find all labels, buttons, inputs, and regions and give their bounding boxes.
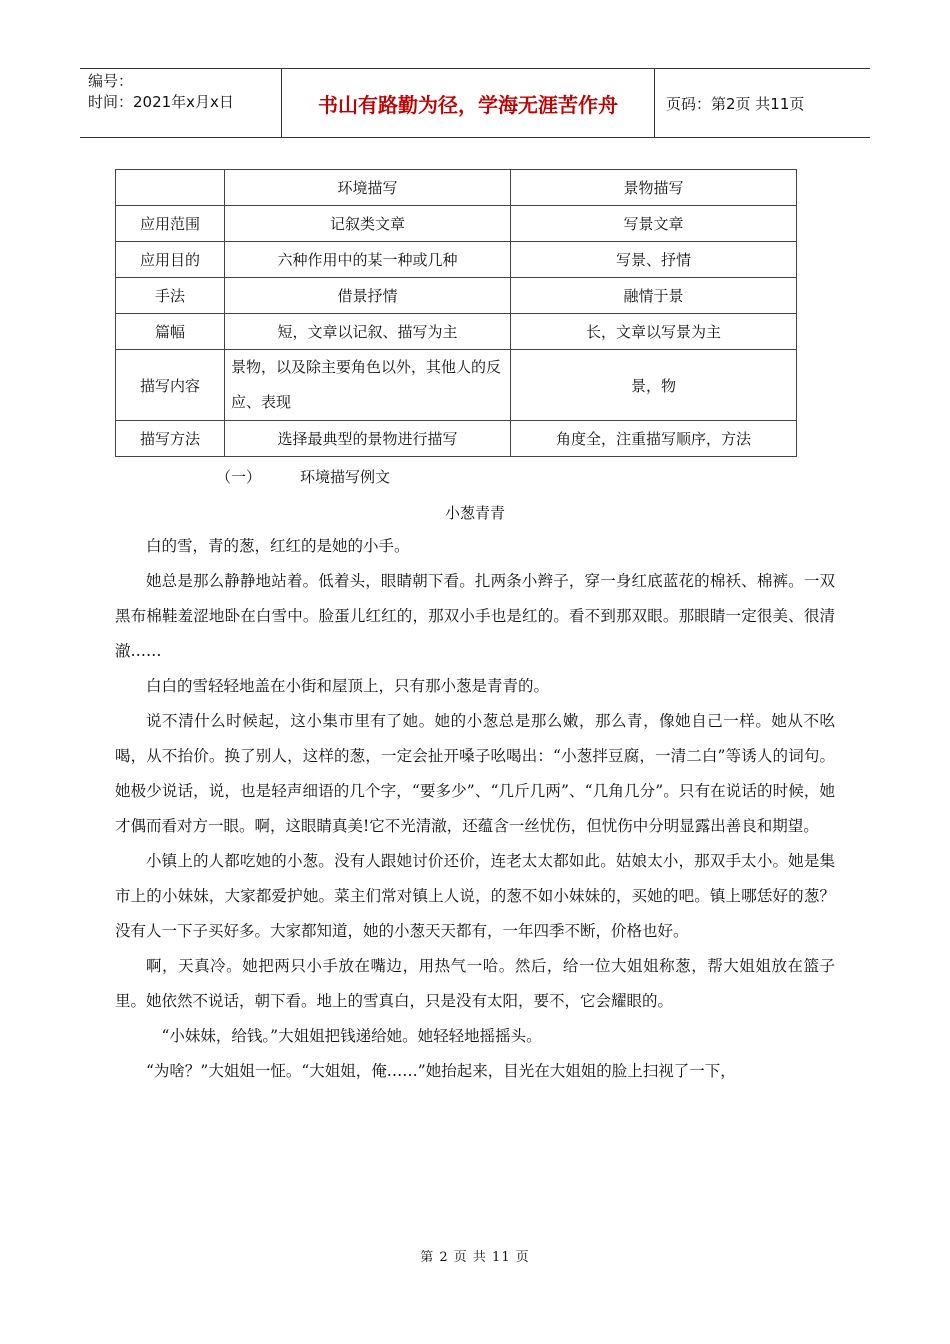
table-row — [116, 206, 797, 242]
page-header — [80, 68, 870, 138]
header-divider — [654, 69, 655, 137]
page-footer: 第 2 页 共 11 页 — [420, 1250, 530, 1265]
row-label: 应用范围 — [116, 206, 225, 242]
paragraph: 说不清什么时候起，这小集市里有了她。她的小葱总是那么嫩，那么青，像她自己一样。她从不吆喝，从不抬价。换了别人，这样的葱，一定会扯开嗓子吆喝出：“小葱拌豆腐，一清二白”等诱人的词句。她极少说话，说，也是轻声细语的几个字，“要多少”、“几斤几两”、“几角几分”。只有在说话的时候，她才偶而看对方一眼。啊，这眼睛真美!它不光清澈，还蕴含一丝忧伤，但忧伤中分明显露出善良和期望。 — [115, 712, 835, 835]
scene-cell: 景，物 — [511, 350, 797, 421]
scene-cell: 写景、抒情 — [511, 242, 797, 278]
table-header-cell: 环境描写 — [225, 170, 511, 206]
paragraph: 白白的雪轻轻地盖在小街和屋顶上，只有那小葱是青青的。 — [146, 677, 550, 695]
row-label: 描写内容 — [116, 350, 225, 421]
date-label: 时间：2021年x月x日 — [88, 93, 234, 111]
comparison-table — [115, 169, 797, 457]
env-cell: 六种作用中的某一种或几种 — [225, 242, 511, 278]
scene-cell: 融情于景 — [511, 278, 797, 314]
section-number: （一） — [216, 468, 262, 486]
paragraph: 白的雪，青的葱，红红的是她的小手。 — [146, 537, 410, 555]
table-header-cell: 景物描写 — [511, 170, 797, 206]
env-cell: 景物，以及除主要角色以外，其他人的反应、表现 — [225, 350, 511, 421]
table-row — [116, 242, 797, 278]
table-row — [116, 350, 797, 421]
table-header-row — [116, 170, 797, 206]
paragraph: “为啥？”大姐姐一怔。“大姐姐，俺……”她抬起来，目光在大姐姐的脸上扫视了一下， — [146, 1062, 736, 1080]
env-cell: 借景抒情 — [225, 278, 511, 314]
env-cell: 记叙类文章 — [225, 206, 511, 242]
paragraph: 啊，天真冷。她把两只小手放在嘴边，用热气一哈。然后，给一位大姐姐称葱，帮大姐姐放在篮子里。她依然不说话，朝下看。地上的雪真白，只是没有太阳，要不，它会耀眼的。 — [115, 957, 835, 1010]
table-row — [116, 278, 797, 314]
scene-cell: 写景文章 — [511, 206, 797, 242]
header-motto: 书山有路勤为径，学海无涯苦作舟 — [318, 93, 618, 117]
scene-cell: 角度全，注重描写顺序，方法 — [511, 421, 797, 457]
paragraph: “小妹妹，给钱。”大姐姐把钱递给她。她轻轻地摇摇头。 — [161, 1027, 542, 1045]
row-label: 应用目的 — [116, 242, 225, 278]
env-cell: 短，文章以记叙、描写为主 — [225, 314, 511, 350]
section-heading: 环境描写例文 — [300, 468, 391, 486]
row-label: 手法 — [116, 278, 225, 314]
table-header-cell — [116, 170, 225, 206]
env-cell: 选择最典型的景物进行描写 — [225, 421, 511, 457]
paragraph: 她总是那么静静地站着。低着头，眼睛朝下看。扎两条小辫子，穿一身红底蓝花的棉袄、棉裤。一双黑布棉鞋羞涩地卧在白雪中。脸蛋儿红红的，那双小手也是红的。看不到那双眼。那眼睛一定很美、很清澈…… — [115, 572, 835, 660]
paragraph: 小镇上的人都吃她的小葱。没有人跟她讨价还价，连老太太都如此。姑娘太小，那双手太小。她是集市上的小妹妹，大家都爱护她。菜主们常对镇上人说，的葱不如小妹妹的，买她的吧。镇上哪恁好的葱？没有人一下子买好多。大家都知道，她的小葱天天都有，一年四季不断，价格也好。 — [115, 852, 835, 940]
essay-title: 小葱青青 — [444, 504, 505, 522]
header-meta — [88, 71, 234, 113]
scene-cell: 长，文章以写景为主 — [511, 314, 797, 350]
header-page-label: 页码：第2页 共11页 — [666, 95, 805, 113]
table-row — [116, 314, 797, 350]
row-label: 描写方法 — [116, 421, 225, 457]
essay-body — [115, 529, 835, 1089]
number-label: 编号： — [88, 72, 134, 90]
table-row — [116, 421, 797, 457]
row-label: 篇幅 — [116, 314, 225, 350]
